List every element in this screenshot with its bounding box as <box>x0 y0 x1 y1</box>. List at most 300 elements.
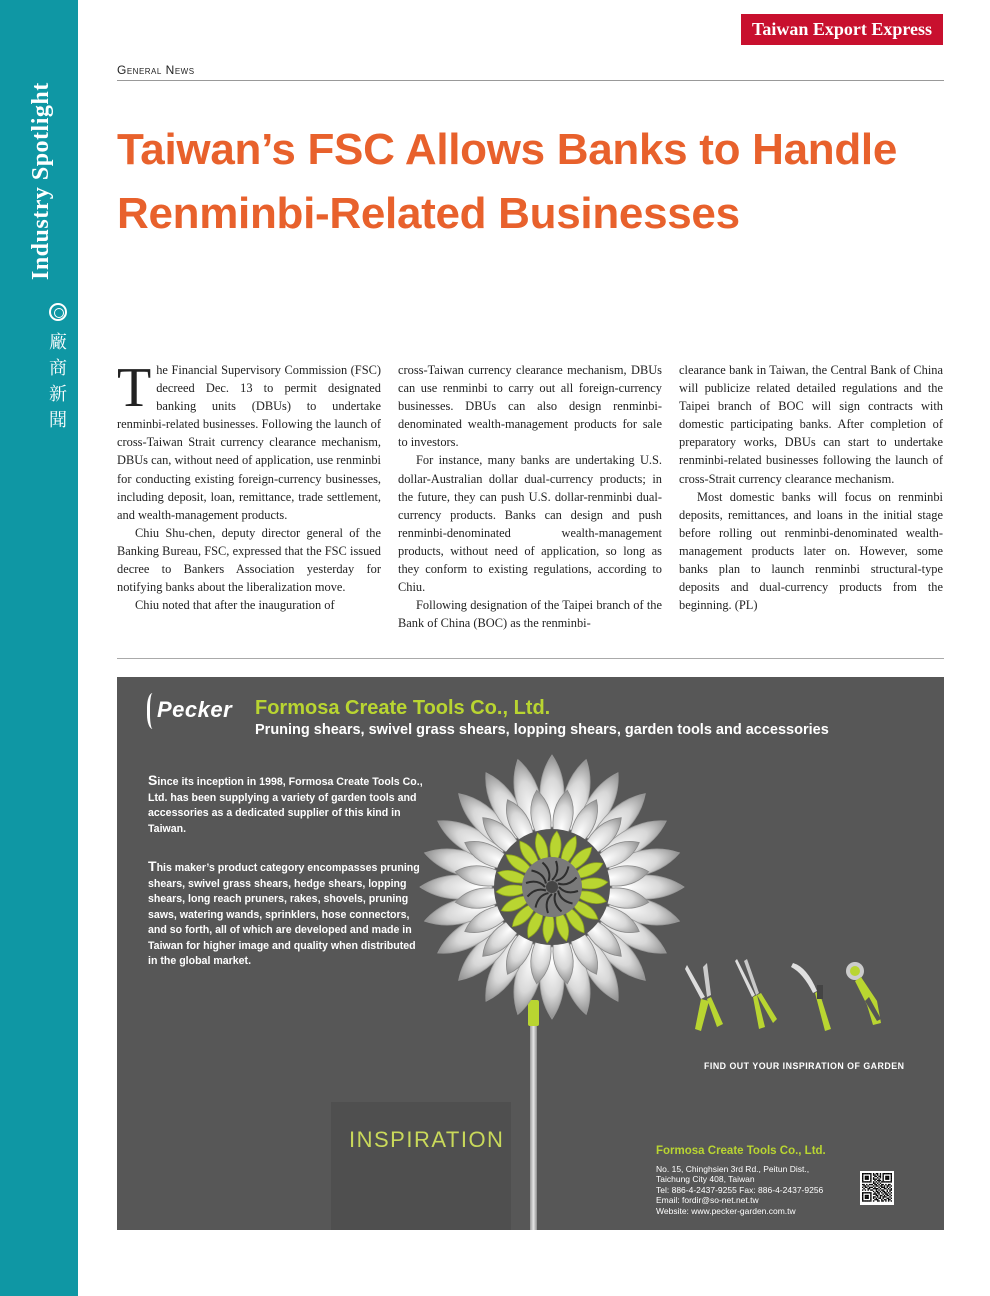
qr-cell <box>884 1173 885 1174</box>
qr-cell <box>870 1189 871 1190</box>
qr-cell <box>867 1195 868 1196</box>
qr-cell <box>876 1189 877 1190</box>
tel-fax: Tel: 886-4-2437-9255 Fax: 886-4-2437-9256 <box>656 1184 824 1195</box>
qr-cell <box>887 1198 888 1199</box>
qr-cell <box>878 1176 879 1177</box>
qr-cell <box>870 1196 871 1197</box>
qr-cell <box>891 1200 892 1201</box>
qr-cell <box>877 1180 878 1181</box>
paragraph: cross-Taiwan currency clearance mechanism, DBUs can use renminbi to carry out all foreign-currency businesses. DBUs can also design renminbi-denominated wealth-management products for sale to investors. <box>398 363 662 450</box>
qr-cell <box>891 1189 892 1190</box>
ad-paragraph-2 <box>148 859 423 970</box>
qr-cell <box>878 1180 879 1181</box>
qr-cell <box>889 1181 890 1182</box>
qr-cell <box>866 1177 867 1178</box>
qr-cell <box>880 1198 881 1199</box>
ad-text: his maker’s product category encompasses pruning shears, swivel grass shears, hedge shears, lopping shears, long reach pruners, rakes, shovels, pruning saws, watering wands, sprinklers, hose connectors, and so forth, all of which are developed and made in Taiwan for higher image and quality when distributed in the global market. <box>148 862 420 967</box>
contact-company-name: Formosa Create Tools Co., Ltd. <box>656 1145 826 1157</box>
qr-cell <box>874 1193 875 1194</box>
qr-cell <box>863 1188 864 1189</box>
qr-cell <box>891 1173 892 1174</box>
qr-cell <box>880 1195 881 1196</box>
qr-cell <box>866 1196 867 1197</box>
qr-cell <box>867 1192 868 1193</box>
qr-cell <box>876 1185 877 1186</box>
qr-cell <box>882 1198 883 1199</box>
qr-cell <box>867 1181 868 1182</box>
qr-cell <box>877 1183 878 1184</box>
ad-text: ince its inception in 1998, Formosa Create Tools Co., Ltd. has been supplying a variety of garden tools and accessories as a dedicated supplier of this kind in Taiwan. <box>148 776 423 835</box>
qr-cell <box>867 1176 868 1177</box>
qr-cell <box>865 1178 866 1179</box>
article-column-3 <box>679 361 943 632</box>
qr-cell <box>885 1188 886 1189</box>
qr-code-icon <box>860 1171 894 1205</box>
qr-cell <box>888 1184 889 1185</box>
qr-cell <box>880 1173 881 1174</box>
qr-cell <box>884 1181 885 1182</box>
qr-cell <box>873 1198 874 1199</box>
qr-cell <box>881 1199 882 1200</box>
qr-cell <box>867 1185 868 1186</box>
qr-cell <box>872 1184 873 1185</box>
qr-cell <box>884 1195 885 1196</box>
qr-cell <box>870 1174 871 1175</box>
qr-cell <box>870 1193 871 1194</box>
qr-cell <box>880 1177 881 1178</box>
contact-block <box>656 1164 823 1216</box>
qr-cell <box>870 1177 871 1178</box>
drop-cap: T <box>117 357 152 419</box>
qr-cell <box>873 1188 874 1189</box>
qr-cell <box>888 1181 889 1182</box>
qr-cell <box>865 1195 866 1196</box>
qr-cell <box>891 1188 892 1189</box>
qr-cell <box>866 1195 867 1196</box>
qr-cell <box>885 1177 886 1178</box>
qr-cell <box>863 1185 864 1186</box>
qr-cell <box>889 1189 890 1190</box>
qr-cell <box>888 1188 889 1189</box>
qr-cell <box>866 1192 867 1193</box>
qr-cell <box>869 1200 870 1201</box>
qr-cell <box>877 1191 878 1192</box>
qr-cell <box>891 1195 892 1196</box>
qr-cell <box>862 1176 863 1177</box>
qr-cell <box>866 1173 867 1174</box>
qr-cell <box>865 1200 866 1201</box>
flower-stem <box>530 1002 537 1230</box>
qr-cell <box>870 1195 871 1196</box>
ad-paragraph-1 <box>148 773 428 837</box>
masthead-badge: Taiwan Export Express <box>741 14 943 45</box>
qr-cell <box>876 1184 877 1185</box>
article-column-2 <box>398 361 662 632</box>
qr-cell <box>869 1181 870 1182</box>
qr-cell <box>866 1181 867 1182</box>
inspiration-label: INSPIRATION <box>349 1127 505 1152</box>
qr-cell <box>884 1188 885 1189</box>
spray-nozzle-icon <box>846 962 881 1025</box>
qr-cell <box>880 1174 881 1175</box>
qr-cell <box>885 1193 886 1194</box>
qr-cell <box>882 1193 883 1194</box>
qr-cell <box>889 1193 890 1194</box>
qr-cell <box>884 1199 885 1200</box>
qr-cell <box>878 1184 879 1185</box>
qr-cell <box>874 1199 875 1200</box>
qr-cell <box>870 1187 871 1188</box>
pecker-logo: Pecker <box>157 697 233 722</box>
qr-cell <box>863 1181 864 1182</box>
qr-cell <box>862 1178 863 1179</box>
qr-cell <box>867 1198 868 1199</box>
qr-cell <box>872 1189 873 1190</box>
qr-cell <box>869 1192 870 1193</box>
qr-cell <box>878 1189 879 1190</box>
qr-cell <box>869 1187 870 1188</box>
qr-cell <box>862 1187 863 1188</box>
qr-cell <box>867 1200 868 1201</box>
qr-cell <box>877 1177 878 1178</box>
qr-cell <box>870 1199 871 1200</box>
qr-cell <box>891 1178 892 1179</box>
address-line-2: Taichung City 408, Taiwan <box>656 1174 755 1185</box>
qr-cell <box>882 1177 883 1178</box>
qr-cell <box>884 1192 885 1193</box>
qr-cell <box>882 1200 883 1201</box>
qr-cell <box>867 1173 868 1174</box>
qr-cell <box>887 1191 888 1192</box>
qr-cell <box>891 1177 892 1178</box>
pruning-shears-icon <box>685 963 723 1031</box>
qr-cell <box>885 1196 886 1197</box>
qr-cell <box>891 1198 892 1199</box>
qr-cell <box>881 1192 882 1193</box>
advertisement <box>117 677 944 1230</box>
sidebar-cjk-label: 廠商新聞 <box>49 332 67 431</box>
qr-cell <box>874 1176 875 1177</box>
qr-cell <box>878 1178 879 1179</box>
garden-tools-image <box>677 957 897 1042</box>
qr-cell <box>877 1196 878 1197</box>
qr-cell <box>889 1196 890 1197</box>
qr-cell <box>884 1187 885 1188</box>
qr-cell <box>882 1178 883 1179</box>
qr-cell <box>888 1195 889 1196</box>
qr-cell <box>873 1177 874 1178</box>
qr-cell <box>888 1199 889 1200</box>
qr-cell <box>873 1178 874 1179</box>
qr-cell <box>862 1195 863 1196</box>
qr-cell <box>887 1187 888 1188</box>
qr-cell <box>876 1188 877 1189</box>
qr-cell <box>891 1180 892 1181</box>
qr-cell <box>867 1178 868 1179</box>
qr-cell <box>865 1192 866 1193</box>
qr-cell <box>873 1174 874 1175</box>
qr-cell <box>867 1189 868 1190</box>
qr-cell <box>891 1174 892 1175</box>
qr-cell <box>862 1174 863 1175</box>
qr-cell <box>876 1193 877 1194</box>
qr-cell <box>882 1174 883 1175</box>
paragraph: Chiu Shu-chen, deputy director general of the Banking Bureau, FSC, expressed that the FSC issued decree to Bankers Association yesterday for notifying banks about the liberalization move. <box>117 525 381 595</box>
qr-cell <box>881 1200 882 1201</box>
qr-cell <box>881 1185 882 1186</box>
qr-cell <box>863 1200 864 1201</box>
qr-cell <box>884 1196 885 1197</box>
qr-cell <box>882 1191 883 1192</box>
qr-cell <box>877 1174 878 1175</box>
qr-cell <box>877 1185 878 1186</box>
qr-cell <box>889 1187 890 1188</box>
ad-tagline: FIND OUT YOUR INSPIRATION OF GARDEN <box>704 1061 905 1071</box>
qr-cell <box>880 1188 881 1189</box>
qr-cell <box>888 1200 889 1201</box>
qr-cell <box>869 1173 870 1174</box>
qr-cell <box>881 1195 882 1196</box>
qr-cell <box>863 1192 864 1193</box>
qr-cell <box>878 1198 879 1199</box>
qr-cell <box>880 1185 881 1186</box>
qr-cell <box>889 1191 890 1192</box>
qr-cell <box>870 1184 871 1185</box>
qr-cell <box>885 1181 886 1182</box>
qr-cell <box>867 1196 868 1197</box>
qr-cell <box>881 1184 882 1185</box>
qr-cell <box>865 1189 866 1190</box>
qr-cell <box>888 1185 889 1186</box>
double-circle-icon <box>49 303 67 321</box>
qr-cell <box>882 1176 883 1177</box>
qr-cell <box>878 1200 879 1201</box>
qr-cell <box>885 1200 886 1201</box>
paragraph: Most domestic banks will focus on renminbi deposits, remittances, and loans in the initial stage before rolling out renminbi-denominated wealth-management products later on. However, some banks plan to launch renminbi structural-type deposits and dual-currency products from the beginning. (PL) <box>679 489 943 613</box>
qr-cell <box>869 1188 870 1189</box>
qr-cell <box>887 1193 888 1194</box>
qr-cell <box>866 1178 867 1179</box>
qr-cell <box>863 1184 864 1185</box>
qr-cell <box>874 1196 875 1197</box>
qr-cell <box>880 1191 881 1192</box>
qr-cell <box>873 1200 874 1201</box>
article-body <box>117 357 944 632</box>
qr-cell <box>870 1180 871 1181</box>
qr-cell <box>882 1189 883 1190</box>
hedge-shears-icon <box>735 959 777 1029</box>
lopping-shears-icon <box>791 963 831 1031</box>
qr-cell <box>862 1199 863 1200</box>
headline-line-2: Renminbi-Related Businesses <box>117 189 740 238</box>
qr-cell <box>874 1188 875 1189</box>
qr-cell <box>884 1185 885 1186</box>
qr-cell <box>889 1199 890 1200</box>
qr-cell <box>880 1176 881 1177</box>
qr-cell <box>885 1178 886 1179</box>
qr-cell <box>877 1200 878 1201</box>
qr-cell <box>874 1187 875 1188</box>
qr-cell <box>870 1178 871 1179</box>
qr-cell <box>878 1193 879 1194</box>
qr-cell <box>866 1184 867 1185</box>
qr-cell <box>882 1173 883 1174</box>
qr-cell <box>882 1184 883 1185</box>
qr-cell <box>891 1181 892 1182</box>
qr-cell <box>877 1195 878 1196</box>
qr-cell <box>862 1180 863 1181</box>
qr-cell <box>880 1196 881 1197</box>
qr-cell <box>862 1192 863 1193</box>
paragraph: Following designation of the Taipei branch of the Bank of China (BOC) as the renminbi- <box>398 598 662 631</box>
inspiration-panel <box>331 1102 511 1230</box>
qr-cell <box>862 1184 863 1185</box>
qr-cell <box>885 1184 886 1185</box>
qr-cell <box>862 1189 863 1190</box>
qr-cell <box>889 1184 890 1185</box>
qr-cell <box>881 1187 882 1188</box>
qr-cell <box>874 1178 875 1179</box>
qr-cell <box>874 1183 875 1184</box>
qr-cell <box>862 1177 863 1178</box>
qr-cell <box>870 1176 871 1177</box>
qr-cell <box>874 1192 875 1193</box>
address-line-1: No. 15, Chinghsien 3rd Rd., Peitun Dist., <box>656 1164 810 1174</box>
qr-cell <box>880 1180 881 1181</box>
qr-cell <box>874 1180 875 1181</box>
paragraph: For instance, many banks are undertaking U.S. dollar-Australian dollar dual-currency products; in the future, they can push U.S. dollar-renminbi dual-currency products. Banks can design and push renminbi-denominated wealth-management products, without need of application, so long as they conform to existing regulations, according to Chiu. <box>398 453 662 595</box>
qr-cell <box>878 1181 879 1182</box>
paragraph: clearance bank in Taiwan, the Central Bank of China will publicize related detailed regulations and the Taipei branch of BOC will sign contracts with domestic participating banks. After completion of preparatory works, DBUs can start to undertake renminbi-related businesses following the launch of cross-Strait currency clearance mechanism. <box>679 363 943 486</box>
qr-cell <box>881 1181 882 1182</box>
qr-cell <box>873 1185 874 1186</box>
ad-cap: T <box>148 858 157 874</box>
qr-cell <box>882 1196 883 1197</box>
qr-cell <box>862 1198 863 1199</box>
email: Email: fordir@so-net.net.tw <box>656 1195 759 1206</box>
section-label: General News <box>117 63 195 77</box>
qr-cell <box>882 1187 883 1188</box>
paragraph <box>117 357 381 524</box>
qr-cell <box>878 1192 879 1193</box>
qr-cell <box>876 1195 877 1196</box>
qr-cell <box>887 1173 888 1174</box>
qr-cell <box>877 1199 878 1200</box>
qr-cell <box>880 1183 881 1184</box>
ad-company-name: Formosa Create Tools Co., Ltd. <box>255 697 551 719</box>
qr-cell <box>887 1176 888 1177</box>
article-column-1 <box>117 357 381 632</box>
qr-cell <box>873 1193 874 1194</box>
qr-cell <box>887 1177 888 1178</box>
paragraph: Chiu noted that after the inauguration of <box>135 598 335 613</box>
qr-cell <box>870 1173 871 1174</box>
qr-cell <box>863 1173 864 1174</box>
qr-cell <box>873 1173 874 1174</box>
qr-cell <box>876 1199 877 1200</box>
qr-cell <box>885 1199 886 1200</box>
qr-cell <box>878 1187 879 1188</box>
qr-cell <box>873 1181 874 1182</box>
qr-cell <box>867 1177 868 1178</box>
qr-cell <box>887 1195 888 1196</box>
qr-cell <box>885 1192 886 1193</box>
qr-cell <box>870 1200 871 1201</box>
qr-cell <box>885 1173 886 1174</box>
qr-cell <box>873 1196 874 1197</box>
qr-cell <box>870 1198 871 1199</box>
qr-cell <box>862 1181 863 1182</box>
qr-cell <box>882 1181 883 1182</box>
qr-cell <box>888 1192 889 1193</box>
qr-cell <box>865 1196 866 1197</box>
qr-cell <box>881 1189 882 1190</box>
qr-cell <box>876 1181 877 1182</box>
qr-cell <box>877 1188 878 1189</box>
flower-sculpture-image <box>417 752 687 1022</box>
qr-cell <box>887 1181 888 1182</box>
qr-cell <box>876 1176 877 1177</box>
qr-cell <box>862 1196 863 1197</box>
qr-cell <box>862 1200 863 1201</box>
qr-cell <box>865 1198 866 1199</box>
qr-cell <box>888 1178 889 1179</box>
qr-cell <box>870 1192 871 1193</box>
qr-cell <box>877 1173 878 1174</box>
qr-cell <box>888 1173 889 1174</box>
qr-cell <box>873 1191 874 1192</box>
qr-cell <box>884 1191 885 1192</box>
qr-cell <box>887 1189 888 1190</box>
qr-cell <box>874 1174 875 1175</box>
ad-cap: S <box>148 772 158 788</box>
qr-cell <box>870 1181 871 1182</box>
qr-cell <box>876 1198 877 1199</box>
article-divider <box>117 658 944 659</box>
section-divider <box>117 80 944 81</box>
qr-cell <box>865 1173 866 1174</box>
qr-cell <box>882 1180 883 1181</box>
qr-cell <box>876 1178 877 1179</box>
qr-cell <box>865 1185 866 1186</box>
qr-cell <box>887 1185 888 1186</box>
qr-cell <box>887 1178 888 1179</box>
article-headline <box>117 118 957 246</box>
ad-product-line: Pruning shears, swivel grass shears, lopping shears, garden tools and accessories <box>255 722 829 738</box>
website: Website: www.pecker-garden.com.tw <box>656 1205 796 1216</box>
qr-cell <box>888 1176 889 1177</box>
qr-cell <box>885 1176 886 1177</box>
qr-cell <box>872 1187 873 1188</box>
qr-cell <box>867 1188 868 1189</box>
headline-line-1: Taiwan’s FSC Allows Banks to Handle <box>117 125 898 174</box>
qr-cell <box>865 1176 866 1177</box>
qr-cell <box>888 1177 889 1178</box>
qr-cell <box>889 1173 890 1174</box>
qr-cell <box>877 1192 878 1193</box>
sidebar-title: Industry Spotlight <box>28 82 54 280</box>
qr-cell <box>862 1173 863 1174</box>
qr-cell <box>865 1187 866 1188</box>
qr-cell <box>876 1191 877 1192</box>
qr-cell <box>891 1185 892 1186</box>
qr-cell <box>866 1187 867 1188</box>
qr-cell <box>891 1192 892 1193</box>
qr-cell <box>865 1181 866 1182</box>
qr-cell <box>873 1183 874 1184</box>
qr-cell <box>891 1176 892 1177</box>
qr-cell <box>866 1198 867 1199</box>
